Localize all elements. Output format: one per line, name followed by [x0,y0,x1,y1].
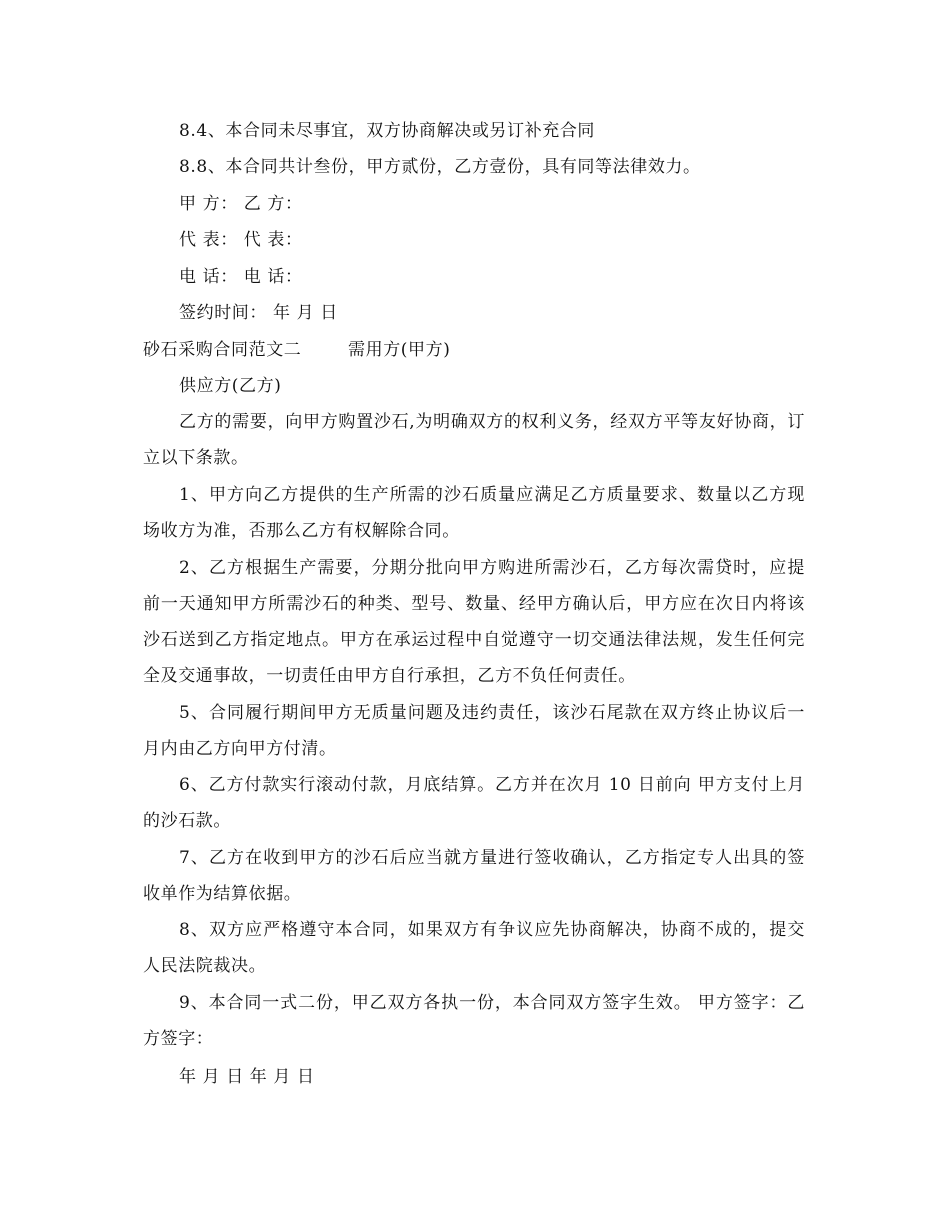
clause-9: 9、本合同一式二份，甲乙双方各执一份，本合同双方签字生效。 甲方签字：乙方签字： [143,993,805,1049]
supplier-label: 供应方(乙方) [179,376,282,396]
clause-8-4: 8.4、本合同未尽事宜，双方协商解决或另订补充合同 [179,121,596,141]
intro-paragraph: 乙方的需要，向甲方购置沙石,为明确双方的权利义务，经双方平等友好协商，订立以下条款。 [143,412,805,468]
final-date-line: 年 月 日 年 月 日 [179,1067,315,1087]
clause-2: 2、乙方根据生产需要，分期分批向甲方购进所需沙石，乙方每次需贷时，应提前一天通知甲方所需沙石的种类、型号、数量、经甲方确认后，甲方应在次日内将该沙石送到乙方指定地点。甲方在承运过程中自觉遵守一切交通法律法规，发生任何完全及交通事故，一切责任由甲方自行承担，乙方不负任何责任。 [143,558,805,686]
clause-5: 5、合同履行期间甲方无质量问题及违约责任，该沙石尾款在双方终止协议后一月内由乙方向甲方付清。 [143,703,805,759]
clause-8-8: 8.8、本合同共计叁份，甲方贰份，乙方壹份，具有同等法律效力。 [179,157,701,177]
clause-8: 8、双方应严格遵守本合同，如果双方有争议应先协商解决，协商不成的，提交人民法院裁决。 [143,920,805,976]
clause-7: 7、乙方在收到甲方的沙石后应当就方量进行签收确认，乙方指定专人出具的签收单作为结算依据。 [143,848,805,904]
clause-1: 1、甲方向乙方提供的生产所需的沙石质量应满足乙方质量要求、数量以乙方现场收方为准，否那么乙方有权解除合同。 [143,485,805,541]
second-contract-title: 砂石采购合同范文二 [143,340,302,360]
signature-party-line: 甲 方： 乙 方： [179,194,303,214]
clause-6: 6、乙方付款实行滚动付款，月底结算。乙方并在次月 10 日前向 甲方支付上月的沙石款。 [143,775,805,831]
signing-date-line: 签约时间： 年 月 日 [179,303,338,323]
signature-representative-line: 代 表： 代 表： [179,230,303,250]
buyer-label: 需用方(甲方) [348,340,451,360]
signature-phone-line: 电 话： 电 话： [179,267,303,287]
